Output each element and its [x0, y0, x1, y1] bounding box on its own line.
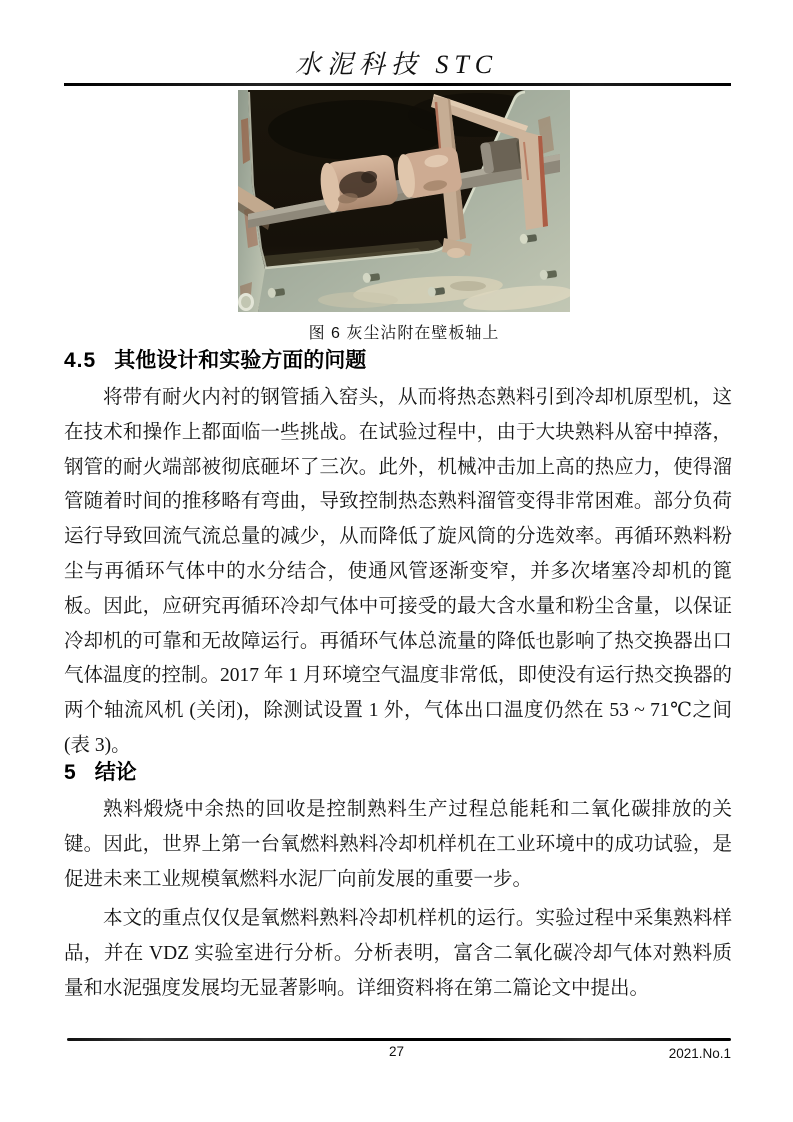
section-5-heading [64, 756, 137, 786]
section-5-body [64, 793, 732, 1007]
page-number: 27 [388, 1044, 405, 1059]
journal-title: 水泥科技 STC [294, 50, 499, 79]
figure6-caption: 图 6 灰尘沾附在壁板轴上 [308, 325, 500, 342]
footer-rule [67, 1038, 731, 1041]
body-paragraph: 将带有耐火内衬的钢管插入窑头，从而将热态熟料引到冷却机原型机，这在技术和操作上都面临一些挑战。在试验过程中，由于大块熟料从窑中掉落，钢管的耐火端部被彻底砸坏了三次。此外，机械冲击加上高的热应力，使得溜管随着时间的推移略有弯曲，导致控制热态熟料溜管变得非常困难。部分负荷运行导致回流气流总量的减少，从而降低了旋风筒的分选效率。再循环熟料粉尘与再循环气体中的水分结合，使通风管逐渐变窄，并多次堵塞冷却机的篦板。因此，应研究再循环冷却气体中可接受的最大含水量和粉尘含量，以保证冷却机的可靠和无故障运行。再循环气体总流量的降低也影响了热交换器出口气体温度的控制。2017 年 1 月环境空气温度非常低，即使没有运行热交换器的两个轴流风机 (关闭)，除测试设置 1 外，气体出口温度仍然在 53 ~ 71℃之间(表 3)。 [64, 387, 732, 756]
section-number: 4.5 [64, 349, 97, 372]
conclusion-paragraph: 熟料煅烧中余热的回收是控制熟料生产过程总能耗和二氧化碳排放的关键。因此，世界上第一台氧燃料熟料冷却机样机在工业环境中的成功试验，是促进未来工业规模氧燃料水泥厂向前发展的重要一步。 [64, 799, 732, 890]
conclusion-paragraph: 本文的重点仅仅是氧燃料熟料冷却机样机的运行。实验过程中采集熟料样品，并在 VDZ 实验室进行分析。分析表明，富含二氧化碳冷却气体对熟料质量和水泥强度发展均无显著影响。详细资料将在第二篇论文中提出。 [64, 908, 732, 999]
issue-label: 2021.No.1 [668, 1046, 731, 1061]
section-4-5-heading [64, 344, 366, 374]
header-rule [64, 83, 731, 86]
figure-6 [238, 90, 570, 343]
section-title: 其他设计和实验方面的问题 [114, 349, 367, 372]
section-4-5-body [64, 381, 732, 764]
figure6-photo-machinery [238, 90, 570, 312]
section-number: 5 [64, 761, 77, 784]
section-title: 结论 [94, 761, 137, 784]
